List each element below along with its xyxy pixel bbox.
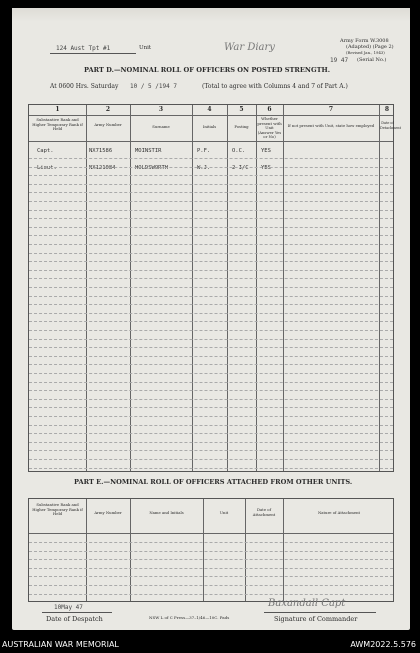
ruled-line: [29, 551, 393, 552]
row1-initials: P.F.: [197, 148, 211, 154]
date-value: 10 / 5 /194 7: [130, 83, 177, 90]
part-e-table: [28, 498, 394, 602]
ruled-line: [29, 278, 393, 279]
e-header-name: Name and Initials: [149, 510, 184, 515]
handwritten-war-diary: War Diary: [224, 42, 275, 53]
ruled-line: [29, 210, 393, 211]
ruled-line: [29, 296, 393, 297]
signature-label: Signature of Commander: [274, 615, 358, 623]
col-number-6: 6: [267, 106, 272, 113]
form-line-3: (Revised Jan., 1943): [346, 50, 385, 55]
ruled-line: [29, 425, 393, 426]
despatch-underline: [42, 612, 112, 613]
commander-signature: Baxandall Capt: [268, 598, 346, 609]
unit-label: Unit: [139, 45, 152, 51]
ruled-line: [29, 218, 393, 219]
row2-rank: Lieut.: [37, 165, 57, 171]
col-number-2: 2: [105, 106, 111, 113]
ruled-line: [29, 568, 393, 569]
col-number-3: 3: [158, 106, 164, 113]
ruled-line: [29, 594, 393, 595]
caption-right: AWM2022.5.576: [350, 640, 416, 649]
unit-underline: [50, 53, 136, 54]
ruled-line: [29, 407, 393, 408]
ruled-line: [29, 559, 393, 560]
e-header-army-number: Army Number: [94, 510, 122, 515]
row1-present: YES: [261, 148, 271, 154]
ruled-line: [29, 459, 393, 460]
ruled-line: [29, 382, 393, 383]
header-surname: Surname: [152, 124, 170, 129]
ruled-line: [29, 356, 393, 357]
col-number-5: 5: [239, 106, 244, 113]
ruled-line: [29, 347, 393, 348]
part-d-title: PART D.—NOMINAL ROLL OF OFFICERS ON POSTED STRENGTH.: [84, 66, 331, 74]
ruled-line: [29, 253, 393, 254]
col-number-4: 4: [207, 106, 212, 113]
row2-surname: HOLDSWORTH: [135, 165, 169, 171]
ruled-line: [29, 175, 393, 176]
row2-initials: W.J.: [197, 165, 211, 171]
despatch-date-value: 10May 47: [54, 604, 83, 611]
ruled-line: [29, 364, 393, 365]
ruled-line: [29, 373, 393, 374]
form-line-1: Army Form W.3008: [340, 38, 389, 44]
despatch-label: Date of Despatch: [46, 615, 103, 623]
header-rank: Substantive Rank and Higher Temporary Rank if Held: [32, 117, 83, 132]
part-e-title: PART E.—NOMINAL ROLL OF OFFICERS ATTACHED FROM OTHER UNITS.: [74, 478, 353, 486]
form-line-2: (Adapted) (Page 2): [346, 44, 394, 50]
signature-underline: [264, 612, 376, 613]
ruled-line: [29, 450, 393, 451]
col-number-1: 1: [55, 106, 60, 113]
ruled-line: [29, 167, 393, 168]
ruled-line: [29, 433, 393, 434]
header-army-number: Army Number: [94, 122, 122, 127]
printer-line: NSW L of C Press—37–1/46—10C. Pads: [149, 615, 230, 620]
ruled-line: [29, 227, 393, 228]
col-number-8: 8: [384, 106, 390, 113]
col-number-7: 7: [328, 106, 334, 113]
unit-value: 124 Aust Tpt #1: [56, 45, 111, 52]
row2-posting: 2 I/C: [232, 165, 249, 171]
e-header-unit: Unit: [219, 510, 229, 515]
ruled-line: [29, 585, 393, 586]
header-posting: Posting: [234, 124, 249, 129]
ruled-line: [29, 304, 393, 305]
ruled-line: [29, 184, 393, 185]
ruled-line: [29, 442, 393, 443]
ruled-line: [29, 468, 393, 469]
row1-rank: Capt.: [37, 148, 54, 154]
ruled-line: [29, 261, 393, 262]
serial-label: (Serial No.): [357, 57, 387, 63]
ruled-line: [29, 399, 393, 400]
header-detachment-date: Date of Detachment: [380, 121, 401, 130]
ruled-line: [29, 287, 393, 288]
row1-posting: O.C.: [232, 148, 246, 154]
ruled-line: [29, 576, 393, 577]
header-initials: Initials: [202, 124, 217, 129]
caption-left: AUSTRALIAN WAR MEMORIAL: [2, 640, 119, 649]
e-header-nature: Nature of Attachment: [317, 510, 361, 515]
row1-number: NX71586: [89, 148, 113, 154]
row2-number: NX121084: [89, 165, 116, 171]
ruled-line: [29, 416, 393, 417]
ruled-line: [29, 270, 393, 271]
ruled-line: [29, 313, 393, 314]
ruled-line: [29, 201, 393, 202]
serial-value: 19 47: [330, 57, 349, 64]
ruled-line: [29, 244, 393, 245]
ruled-line: [29, 542, 393, 543]
row2-present: YES: [261, 165, 271, 171]
e-header-attachment-date: Date of Attachment: [252, 507, 276, 517]
ruled-line: [29, 390, 393, 391]
part-d-table: [28, 104, 401, 472]
date-prefix: At 0600 Hrs. Saturday: [50, 83, 119, 90]
ruled-line: [29, 321, 393, 322]
caption-bar: [0, 636, 420, 653]
document-sheet: [12, 8, 410, 630]
header-how-employed: If not present with Unit, state how employed: [287, 123, 375, 128]
ruled-line: [29, 330, 393, 331]
ruled-line: [29, 192, 393, 193]
e-header-rank: Substantive Rank and Higher Temporary Rank if Held: [32, 502, 83, 517]
ruled-line: [29, 158, 393, 159]
header-present: Whether present with Unit (Answer Yes or No): [257, 116, 282, 140]
ruled-line: [29, 339, 393, 340]
date-suffix: (Total to agree with Columns 4 and 7 of Part A.): [202, 83, 348, 90]
row1-surname: MOINSTIR: [135, 148, 162, 154]
ruled-line: [29, 235, 393, 236]
